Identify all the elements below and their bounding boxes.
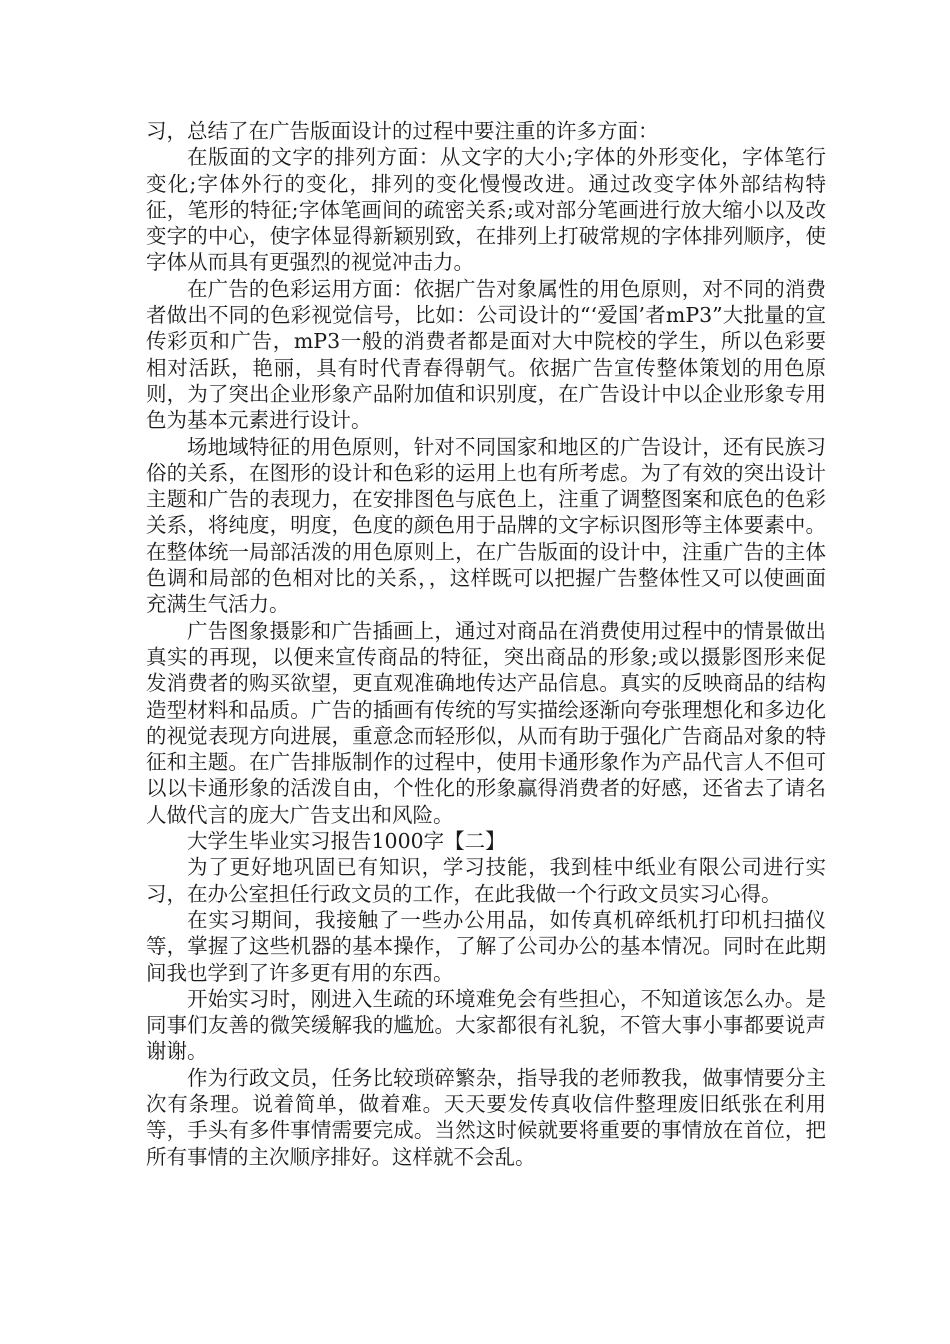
paragraph-4: 场地域特征的用色原则，针对不同国家和地区的广告设计，还有民族习俗的关系，在图形的设计和色彩的运用上也有所考虑。为了有效的突出设计主题和广告的表现力，在安排图色与底色上，注重了调整图案和底色的色彩关系，将纯度，明度，色度的颜色用于品牌的文字标识图形等主体要素中。在整体统一局部活泼的用色原则上，在广告版面的设计中，注重广告的主体色调和局部的色相对比的关系，，这样既可以把握广告整体性又可以使画面充满生气活力。 — [146, 434, 826, 617]
paragraph-8: 在实习期间，我接触了一些办公用品，如传真机碎纸机打印机扫描仪等，掌握了这些机器的基本操作，了解了公司办公的基本情况。同时在此期间我也学到了许多更有用的东西。 — [146, 907, 826, 985]
paragraph-3: 在广告的色彩运用方面：依据广告对象属性的用色原则，对不同的消费者做出不同的色彩视觉信号，比如：公司设计的“‘爱国’者mP3”大批量的宣传彩页和广告，mP3一般的消费者都是面对大中院校的学生，所以色彩要相对活跃，艳丽，具有时代青春得朝气。依据广告宣传整体策划的用色原则，为了突出企业形象产品附加值和识别度，在广告设计中以企业形象专用色为基本元素进行设计。 — [146, 276, 826, 433]
paragraph-1: 习，总结了在广告版面设计的过程中要注重的许多方面： — [146, 119, 659, 143]
section-heading: 大学生毕业实习报告1000字【二】 — [187, 829, 506, 854]
paragraph-5: 广告图象摄影和广告插画上，通过对商品在消费使用过程中的情景做出真实的再现，以便来宣传商品的特征，突出商品的形象;或以摄影图形来促发消费者的购买欲望，更直观准确地传达产品信息。真实的反映商品的结构造型材料和品质。广告的插画有传统的写实描绘逐渐向夸张理想化和多边化的视觉表现方向进展，重意念而轻形似，从而有助于强化广告商品对象的特征和主题。在广告排版制作的过程中，使用卡通形象作为产品代言人不但可以以卡通形象的活泼自由，个性化的形象赢得消费者的好感，还省去了请名人做代言的庞大广告支出和风险。 — [146, 618, 826, 827]
paragraph-7: 为了更好地巩固已有知识，学习技能，我到桂中纸业有限公司进行实习，在办公室担任行政文员的工作，在此我做一个行政文员实习心得。 — [146, 855, 826, 906]
document-body — [146, 118, 826, 1170]
paragraph-2: 在版面的文字的排列方面：从文字的大小;字体的外形变化，字体笔行变化;字体外行的变化，排列的变化慢慢改进。通过改变字体外部结构特征，笔形的特征;字体笔画间的疏密关系;或对部分笔画进行放大缩小以及改变字的中心，使字体显得新颖别致，在排列上打破常规的字体排列顺序，使字体从而具有更强烈的视觉冲击力。 — [146, 145, 826, 275]
paragraph-9: 开始实习时，刚进入生疏的环境难免会有些担心，不知道该怎么办。是同事们友善的微笑缓解我的尴尬。大家都很有礼貌，不管大事小事都要说声谢谢。 — [146, 986, 826, 1064]
paragraph-10: 作为行政文员，任务比较琐碎繁杂，指导我的老师教我，做事情要分主次有条理。说着简单，做着难。天天要发传真收信件整理废旧纸张在利用等，手头有多件事情需要完成。当然这时候就要将重要的事情放在首位，把所有事情的主次顺序排好。这样就不会乱。 — [146, 1065, 826, 1169]
